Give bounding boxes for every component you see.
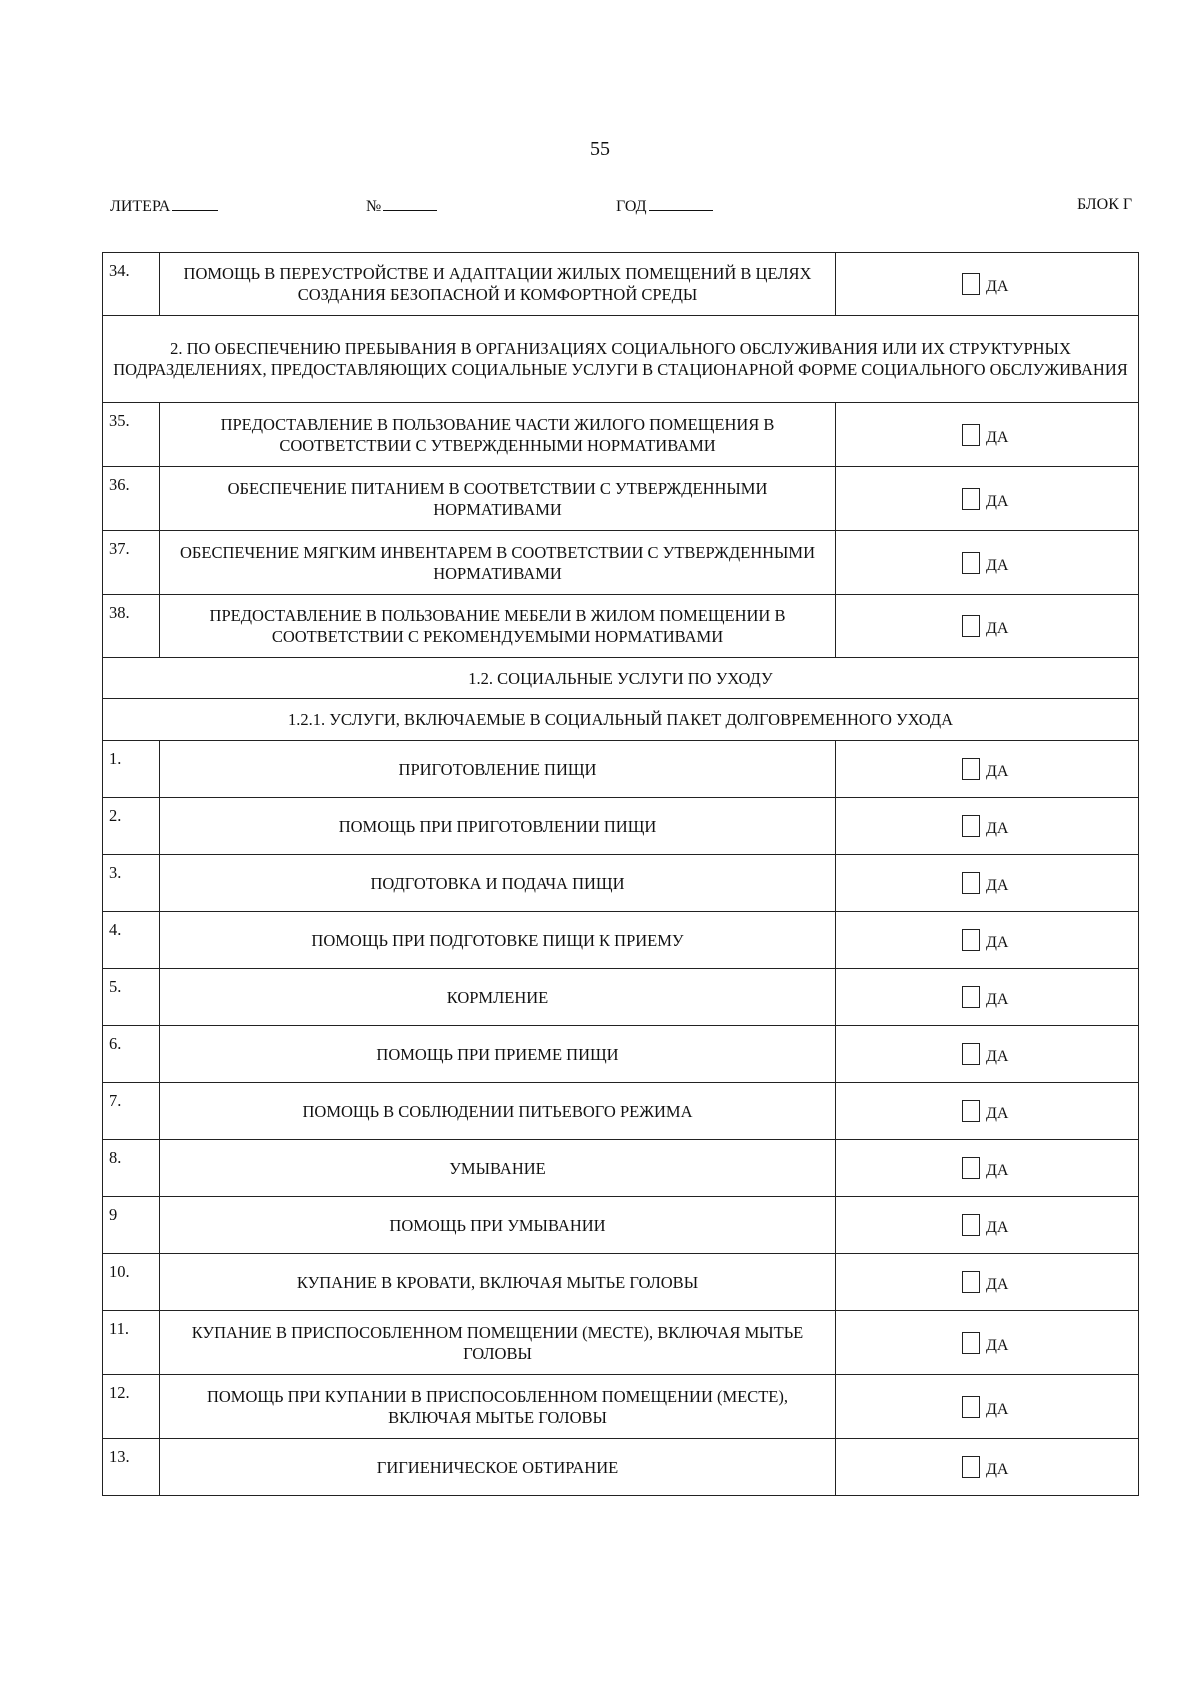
yes-option[interactable] [836, 423, 1138, 447]
service-description: ПРИГОТОВЛЕНИЕ ПИЩИ [160, 741, 836, 798]
table-row [103, 1375, 1139, 1439]
checkbox[interactable] [962, 1456, 980, 1478]
checkbox-label: ДА [986, 1400, 1009, 1418]
year-field [616, 196, 713, 216]
checkbox-label: ДА [986, 1048, 1009, 1065]
yes-option[interactable] [836, 614, 1138, 638]
yes-checkbox-cell [836, 253, 1139, 316]
yes-checkbox-cell [836, 595, 1139, 658]
table-row [103, 253, 1139, 316]
year-input[interactable] [649, 196, 713, 211]
checkbox-label: ДА [986, 1461, 1009, 1478]
section-title: 2. ПО ОБЕСПЕЧЕНИЮ ПРЕБЫВАНИЯ В ОРГАНИЗАЦИЯХ СОЦИАЛЬНОГО ОБСЛУЖИВАНИЯ ИЛИ ИХ СТРУКТУРНЫХ ПОДРАЗДЕЛЕНИЯХ, ПРЕДОСТАВЛЯЮЩИХ СОЦИАЛЬНЫЕ УСЛУГИ В СТАЦИОНАРНОЙ ФОРМЕ СОЦИАЛЬНОГО ОБСЛУЖИВАНИЯ [103, 316, 1139, 403]
service-description: КОРМЛЕНИЕ [160, 969, 836, 1026]
table-row [103, 912, 1139, 969]
table-row [103, 595, 1139, 658]
checkbox[interactable] [962, 815, 980, 837]
yes-option[interactable] [836, 1455, 1138, 1479]
service-description: ОБЕСПЕЧЕНИЕ МЯГКИМ ИНВЕНТАРЕМ В СООТВЕТСТВИИ С УТВЕРЖДЕННЫМИ НОРМАТИВАМИ [160, 531, 836, 595]
service-description: ПОМОЩЬ В СОБЛЮДЕНИИ ПИТЬЕВОГО РЕЖИМА [160, 1083, 836, 1140]
item-number: 34. [103, 253, 160, 316]
item-number: 2. [103, 798, 160, 855]
checkbox[interactable] [962, 929, 980, 951]
section-title: 1.2.1. УСЛУГИ, ВКЛЮЧАЕМЫЕ В СОЦИАЛЬНЫЙ ПАКЕТ ДОЛГОВРЕМЕННОГО УХОДА [103, 699, 1139, 741]
checkbox[interactable] [962, 1271, 980, 1293]
block-label: БЛОК Г [1077, 196, 1133, 213]
checkbox[interactable] [962, 1214, 980, 1236]
yes-checkbox-cell [836, 1083, 1139, 1140]
checkbox[interactable] [962, 1332, 980, 1354]
service-description: ПОМОЩЬ ПРИ УМЫВАНИИ [160, 1197, 836, 1254]
checkbox-label: ДА [986, 820, 1009, 837]
service-description: ПОМОЩЬ ПРИ КУПАНИИ В ПРИСПОСОБЛЕННОМ ПОМЕЩЕНИИ (МЕСТЕ), ВКЛЮЧАЯ МЫТЬЕ ГОЛОВЫ [160, 1375, 836, 1439]
item-number: 38. [103, 595, 160, 658]
yes-checkbox-cell [836, 1375, 1139, 1439]
checkbox[interactable] [962, 758, 980, 780]
table-row [103, 1311, 1139, 1375]
checkbox-label: ДА [986, 763, 1009, 780]
yes-checkbox-cell [836, 1439, 1139, 1496]
item-number: 8. [103, 1140, 160, 1197]
section-title: 1.2. СОЦИАЛЬНЫЕ УСЛУГИ ПО УХОДУ [103, 658, 1139, 699]
item-number: 35. [103, 403, 160, 467]
yes-checkbox-cell [836, 855, 1139, 912]
checkbox-label: ДА [986, 278, 1009, 295]
yes-checkbox-cell [836, 1311, 1139, 1375]
item-number: 4. [103, 912, 160, 969]
table-row [103, 1026, 1139, 1083]
yes-option[interactable] [836, 814, 1138, 838]
checkbox[interactable] [962, 552, 980, 574]
item-number: 6. [103, 1026, 160, 1083]
item-number: 3. [103, 855, 160, 912]
page-number: 55 [590, 138, 610, 160]
service-description: ПОМОЩЬ ПРИ ПРИГОТОВЛЕНИИ ПИЩИ [160, 798, 836, 855]
yes-option[interactable] [836, 757, 1138, 781]
checkbox-label: ДА [986, 1162, 1009, 1179]
table-row [103, 1197, 1139, 1254]
item-number: 9 [103, 1197, 160, 1254]
service-description: ПОМОЩЬ ПРИ ПРИЕМЕ ПИЩИ [160, 1026, 836, 1083]
table-row [103, 1083, 1139, 1140]
yes-checkbox-cell [836, 741, 1139, 798]
checkbox[interactable] [962, 872, 980, 894]
checkbox-label: ДА [986, 1276, 1009, 1293]
item-number: 1. [103, 741, 160, 798]
yes-option[interactable] [836, 871, 1138, 895]
item-number: 37. [103, 531, 160, 595]
item-number: 12. [103, 1375, 160, 1439]
yes-checkbox-cell [836, 1254, 1139, 1311]
section-header-row [103, 316, 1139, 403]
yes-checkbox-cell [836, 1197, 1139, 1254]
checkbox-label: ДА [986, 1219, 1009, 1236]
number-label: № [366, 198, 382, 215]
checkbox[interactable] [962, 1100, 980, 1122]
table-row [103, 403, 1139, 467]
litera-label: ЛИТЕРА [110, 198, 171, 215]
yes-option[interactable] [836, 928, 1138, 952]
table-row [103, 741, 1139, 798]
table-row [103, 855, 1139, 912]
service-description: ПОДГОТОВКА И ПОДАЧА ПИЩИ [160, 855, 836, 912]
year-label: ГОД [616, 198, 647, 215]
service-description: ПОМОЩЬ В ПЕРЕУСТРОЙСТВЕ И АДАПТАЦИИ ЖИЛЫХ ПОМЕЩЕНИЙ В ЦЕЛЯХ СОЗДАНИЯ БЕЗОПАСНОЙ И КОМФОРТНОЙ СРЕДЫ [160, 253, 836, 316]
service-description: ПРЕДОСТАВЛЕНИЕ В ПОЛЬЗОВАНИЕ МЕБЕЛИ В ЖИЛОМ ПОМЕЩЕНИИ В СООТВЕТСТВИИ С РЕКОМЕНДУЕМЫМИ НОРМАТИВАМИ [160, 595, 836, 658]
checkbox-label: ДА [986, 934, 1009, 951]
checkbox[interactable] [962, 1396, 980, 1418]
litera-input[interactable] [172, 196, 218, 211]
table-row [103, 1439, 1139, 1496]
checkbox-label: ДА [986, 877, 1009, 894]
service-description: УМЫВАНИЕ [160, 1140, 836, 1197]
checkbox[interactable] [962, 424, 980, 446]
yes-option[interactable] [836, 1042, 1138, 1066]
table-row [103, 1254, 1139, 1311]
checkbox-label: ДА [986, 991, 1009, 1008]
yes-option[interactable] [836, 1156, 1138, 1180]
checkbox-label: ДА [986, 492, 1009, 510]
yes-option[interactable] [836, 1213, 1138, 1237]
yes-checkbox-cell [836, 1140, 1139, 1197]
service-description: ОБЕСПЕЧЕНИЕ ПИТАНИЕМ В СООТВЕТСТВИИ С УТВЕРЖДЕННЫМИ НОРМАТИВАМИ [160, 467, 836, 531]
section-header-row [103, 658, 1139, 699]
services-table [102, 252, 1139, 1496]
checkbox-label: ДА [986, 556, 1009, 574]
checkbox[interactable] [962, 1043, 980, 1065]
number-input[interactable] [383, 196, 437, 211]
yes-checkbox-cell [836, 969, 1139, 1026]
service-description: ПОМОЩЬ ПРИ ПОДГОТОВКЕ ПИЩИ К ПРИЕМУ [160, 912, 836, 969]
checkbox[interactable] [962, 488, 980, 510]
service-description: КУПАНИЕ В ПРИСПОСОБЛЕННОМ ПОМЕЩЕНИИ (МЕСТЕ), ВКЛЮЧАЯ МЫТЬЕ ГОЛОВЫ [160, 1311, 836, 1375]
yes-checkbox-cell [836, 1026, 1139, 1083]
section-header-row [103, 699, 1139, 741]
service-description: ПРЕДОСТАВЛЕНИЕ В ПОЛЬЗОВАНИЕ ЧАСТИ ЖИЛОГО ПОМЕЩЕНИЯ В СООТВЕТСТВИИ С УТВЕРЖДЕННЫМИ НОРМАТИВАМИ [160, 403, 836, 467]
yes-checkbox-cell [836, 467, 1139, 531]
item-number: 11. [103, 1311, 160, 1375]
yes-checkbox-cell [836, 798, 1139, 855]
litera-field [110, 196, 218, 216]
item-number: 36. [103, 467, 160, 531]
table-row [103, 798, 1139, 855]
checkbox-label: ДА [986, 1336, 1009, 1354]
table-row [103, 1140, 1139, 1197]
yes-option[interactable] [836, 551, 1138, 575]
table-row [103, 531, 1139, 595]
item-number: 13. [103, 1439, 160, 1496]
service-description: ГИГИЕНИЧЕСКОЕ ОБТИРАНИЕ [160, 1439, 836, 1496]
yes-checkbox-cell [836, 531, 1139, 595]
checkbox[interactable] [962, 986, 980, 1008]
yes-option[interactable] [836, 272, 1138, 296]
checkbox[interactable] [962, 1157, 980, 1179]
checkbox-label: ДА [986, 620, 1009, 637]
yes-option[interactable] [836, 487, 1138, 511]
yes-option[interactable] [836, 1270, 1138, 1294]
table-row [103, 969, 1139, 1026]
table-row [103, 467, 1139, 531]
yes-option[interactable] [836, 1395, 1138, 1419]
yes-checkbox-cell [836, 403, 1139, 467]
yes-option[interactable] [836, 1099, 1138, 1123]
checkbox[interactable] [962, 273, 980, 295]
checkbox-label: ДА [986, 428, 1009, 446]
item-number: 5. [103, 969, 160, 1026]
yes-checkbox-cell [836, 912, 1139, 969]
checkbox-label: ДА [986, 1105, 1009, 1122]
service-description: КУПАНИЕ В КРОВАТИ, ВКЛЮЧАЯ МЫТЬЕ ГОЛОВЫ [160, 1254, 836, 1311]
item-number: 7. [103, 1083, 160, 1140]
yes-option[interactable] [836, 985, 1138, 1009]
checkbox[interactable] [962, 615, 980, 637]
item-number: 10. [103, 1254, 160, 1311]
number-field [366, 196, 437, 216]
yes-option[interactable] [836, 1331, 1138, 1355]
